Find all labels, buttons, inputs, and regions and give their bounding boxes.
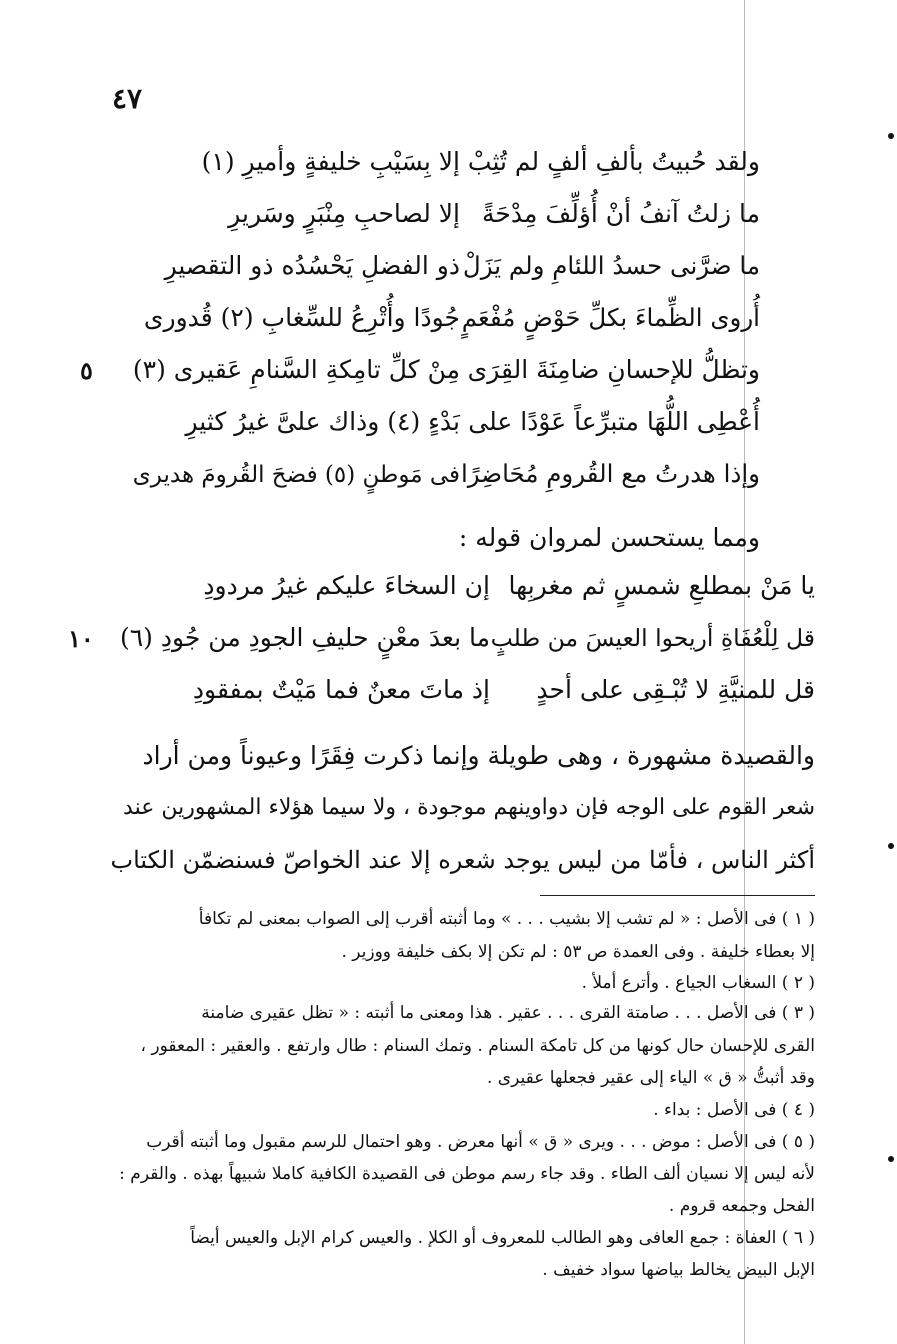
prose-line: أكثر الناس ، فأمّا من ليس يوجد شعره إلا عند الخواصّ فسنضمّن الكتاب (110, 846, 815, 874)
footnote-divider (540, 895, 815, 896)
verse-line (130, 194, 760, 234)
footnote-line: ( ١ ) فى الأصل : « لم تشب إلا بشيب . . . » وما أثبته أقرب إلى الصواب بمعنى لم تكافأ (198, 909, 815, 929)
verse-line (130, 350, 760, 390)
verse-first-hemistich: أُعْطِى اللُّهَا متبرِّعاً عَوْدًا على (468, 407, 760, 436)
footnote-line: لأنه ليس إلا نسيان ألف الطاء . وقد جاء رسم موطن فى القصيدة الكافية كاملا شبيهاً بهذه . والقرم : (119, 1164, 815, 1184)
verse-second-hemistich: إلا لصاحبِ مِنْبَرٍ وسَريرِ (228, 199, 460, 228)
verse-first-hemistich: يا مَنْ بمطلعِ شمسٍ ثم مغربِها (508, 571, 815, 600)
margin-mark (888, 1156, 894, 1162)
footnote-line: الفحل وجمعه قروم . (668, 1196, 815, 1216)
verse-first-hemistich: قل للمنيَّةِ لا تُبْـقِى على أحدٍ (536, 675, 815, 704)
verse-second-hemistich: ما بعدَ معْنٍ حليفِ الجودِ من جُودِ (٦) (119, 623, 490, 652)
verse-second-hemistich: إن السخاءَ عليكم غيرُ مردودِ (203, 571, 490, 600)
verse-first-hemistich: قل لِلْعُفَاةِ أريحوا العيسَ من طلبٍ (490, 624, 815, 652)
verse-line (130, 142, 760, 182)
footnote-line: ( ٥ ) فى الأصل : موض . . . ويرى « ق » أنها معرض . وهو احتمال للرسم مقبول وما أثبته أقرب (146, 1132, 815, 1152)
verse-first-hemistich: أُروى الظِّماءَ بكلِّ حَوْضٍ مُفْعَمٍ (461, 303, 760, 332)
verse-second-hemistich: إذ ماتَ معنٌ فما مَيْتٌ بمفقودِ (192, 675, 490, 704)
verse-line (130, 402, 760, 442)
verse-first-hemistich: ولقد حُبيتُ بألفِ ألفٍ لم تُثِبْ (467, 147, 760, 176)
footnote-line: ( ٢ ) السغاب الجياع . وأترع أملأ . (581, 973, 815, 993)
verse-second-hemistich: ذو الفضلِ يَحْسُدُه ذو التقصيرِ (164, 251, 460, 280)
verse-second-hemistich: جُودًا وأُتْرِعُ للسِّغابِ (٢) قُدورى (143, 303, 460, 332)
prose-line: شعر القوم على الوجه فإن دواوينهم موجودة ، ولا سيما هؤلاء المشهورين عند (123, 795, 815, 820)
footnote-line: ( ٣ ) فى الأصل . . . صامتة القرى . . . عقير . هذا ومعنى ما أثبته : « تظل عقيرى ضامنة (201, 1003, 815, 1023)
verse-second-hemistich: بَدْءٍ (٤) وذاك علىَّ غيرُ كثيرِ (185, 407, 460, 436)
margin-mark (888, 843, 894, 849)
verse-first-hemistich: ما زلتُ آنفُ أنْ أُؤلِّفَ مِدْحَةً (482, 199, 760, 228)
verse-line (130, 246, 760, 286)
verse-first-hemistich: ما ضرَّنى حسدُ اللئامِ ولم يَزَلْ (462, 251, 760, 280)
footnote-line: الإبل البيض يخالط بياضها سواد خفيف . (542, 1260, 815, 1280)
footnote-line: وقد أثبتُّ « ق » الياء إلى عقير فجعلها عقيرى . (486, 1068, 815, 1088)
verse-line (130, 454, 760, 494)
line-number-5: ٥ (80, 356, 93, 385)
footnote-line: ( ٤ ) فى الأصل : بداء . (653, 1100, 815, 1120)
verse-second-hemistich: مِنْ كلِّ تامِكةِ السَّنامِ عَقيرى (٣) (132, 355, 460, 384)
verse-second-hemistich: فى مَوطنٍ (٥) فضحَ القُرومَ هديرى (132, 462, 460, 488)
verse-second-hemistich: إلا بِسَيْبِ خليفةٍ وأميرِ (١) (201, 147, 460, 176)
margin-mark (888, 133, 894, 139)
line-number-10: ١٠ (68, 624, 94, 653)
verse-first-hemistich: وتظلُّ للإحسانِ ضامِنَةَ القِرَى (467, 355, 760, 384)
verse-line (110, 670, 815, 710)
verse-line (110, 618, 815, 658)
footnote-line: ( ٦ ) العفاة : جمع العافى وهو الطالب للمعروف أو الكلإ . والعيس كرام الإبل والعيس أيضاً (190, 1228, 815, 1248)
intro-line: ومما يستحسن لمروان قوله : (458, 523, 760, 552)
footnote-line: إلا بعطاء خليفة . وفى العمدة ص ٥٣ : لم تكن إلا بكف خليفة ووزير . (341, 942, 815, 962)
footnote-line: القرى للإحسان حال كونها من كل تامكة السنام . وتمك السنام : طال وارتفع . والعقير : المعقور ، (140, 1036, 815, 1056)
verse-line (130, 298, 760, 338)
page-number: ٤٧ (112, 82, 143, 115)
verse-first-hemistich: وإذا هدرتُ مع القُرومِ مُحَاضِرًا (460, 459, 760, 488)
verse-line (110, 566, 815, 606)
prose-line: والقصيدة مشهورة ، وهى طويلة وإنما ذكرت فِقَرًا وعيوناً ومن أراد (142, 741, 815, 770)
